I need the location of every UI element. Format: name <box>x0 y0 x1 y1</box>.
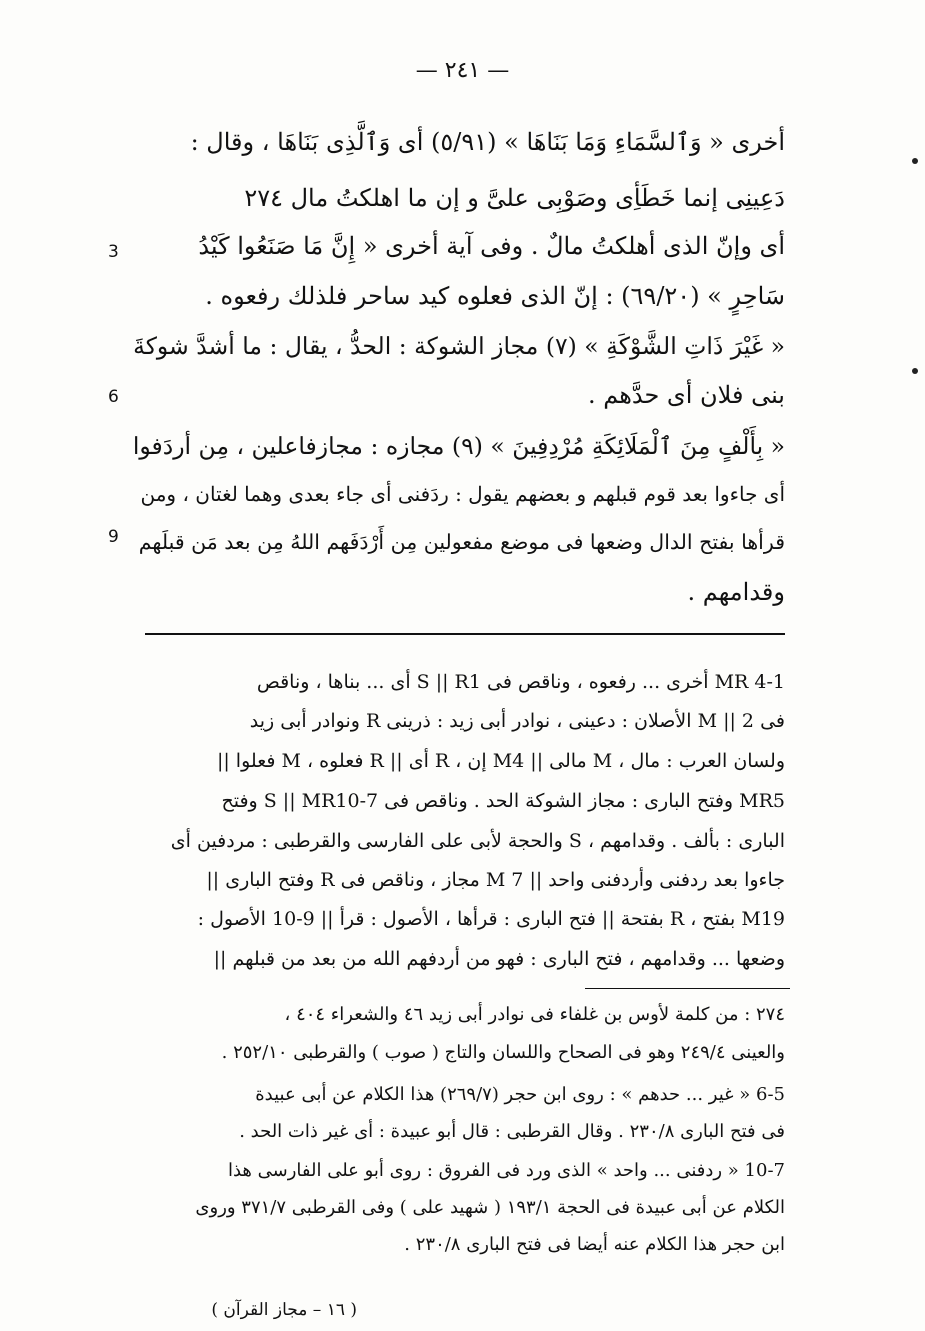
page-footer: ( ١٦ – مجاز القرآن ) <box>211 1300 357 1320</box>
verse-line: دَعِينِى إنما خَطَأِى وصَوْبِى علىَّ و إن ما اهلكتُ مال ٢٧٤ <box>244 184 785 212</box>
apparatus-line: M19 بفتح ، R بفتحة || فتح البارى : قرأها ، الأصول : قرأ || 9-10 الأصول : <box>197 908 785 930</box>
apparatus-line: MR5 وفتح البارى : مجاز الشوكة الحد . وناقص فى S || MR10-7 وفتح <box>221 790 785 812</box>
note-line: فى فتح البارى ٢٣٠/٨ . وقال القرطبى : قال أبو عبيدة : أى غير ذات الحد . <box>239 1121 785 1142</box>
apparatus-line: ولسان العرب : مال ، M مالى || M4 إن ، R أى || R فعلوه ، M فعلوا || <box>216 750 785 772</box>
line-number: 6 <box>108 387 119 407</box>
scan-dot-mark <box>912 368 918 374</box>
apparatus-line: MR 4-1 أخرى ... رفعوه ، وناقص فى S || R1 أى ... بناها ، وناقص <box>256 671 785 693</box>
apparatus-line: وضعها ... وقدامهم ، فتح البارى : فهو من أردفهم الله من بعد من قبلهم || <box>213 948 785 970</box>
apparatus-line: فى M || 2 الأصلان : دعينى ، نوادر أبى زيد : ذرينى R ونوادر أبى زيد <box>249 710 785 732</box>
scan-dot-mark <box>912 158 918 164</box>
apparatus-line: جاءوا بعد ردفنى وأردفنى واحد || M 7 مجاز ، وناقص فى R وفتح البارى || <box>206 869 785 891</box>
apparatus-line: البارى : بألف . وقدامهم ، S والحجة لأبى على الفارسى والقرطبى : مردفين أى <box>170 830 785 852</box>
notes-separator-rule <box>585 988 790 989</box>
separator-rule <box>145 633 785 635</box>
note-line: والعينى ٢٤٩/٤ وهو فى الصحاح واللسان والتاج ( صوب ) والقرطبى ٢٥٢/١٠ . <box>221 1042 785 1063</box>
main-text-line-8: أى جاءوا بعد قوم قبلهم و بعضهم يقول : ردَفنى أى جاء بعدى وهما لغتان ، ومن <box>140 482 785 506</box>
main-text-line-10: وقدامهم . <box>687 578 785 606</box>
page-number: — ٢٤١ — <box>415 58 510 83</box>
note-line: ٢٧٤ : من كلمة لأوس بن غلفاء فى نوادر أبى زيد ٤٦ والشعراء ٤٠٤ ، <box>284 1004 785 1025</box>
note-line: ابن حجر هذا الكلام عنه أيضا فى فتح البارى ٢٣٠/٨ . <box>404 1234 785 1255</box>
main-text-line-4: سَاحِرٍ » (٦٩/٢٠) : إنّ الذى فعلوه كيد ساحر فلذلك رفعوه . <box>205 282 785 310</box>
note-line: الكلام عن أبى عبيدة فى الحجة ١٩٣/١ ( شهيد على ) وفى القرطبى ٣٧١/٧ وروى <box>195 1197 785 1218</box>
main-text-line-7: « بِأَلْفٍ مِنَ ٱلْمَلَائِكَةِ مُرْدِفِينَ » (٩) مجازه : مجازفاعلين ، مِن أردَفوا <box>132 432 785 460</box>
line-number: 9 <box>108 527 119 547</box>
main-text-line-5: « غَيْرَ ذَاتِ الشَّوْكَةِ » (٧) مجاز الشوكة : الحدُّ ، يقال : ما أشدَّ شوكةَ <box>133 332 785 360</box>
main-text-line-9: قرأها بفتح الدال وضعها فى موضع مفعولين مِن أَرْدَفَهم اللهُ مِن بعد مَن قبلَهم <box>138 530 785 554</box>
line-number: 3 <box>108 242 119 262</box>
main-text-line-1: أخرى « وَٱلسَّمَاءِ وَمَا بَنَاهَا » (٥/٩١) أى وَٱلَّذِى بَنَاهَا ، وقال : <box>190 128 785 156</box>
note-line: 6-5 « غير ... حدهم » : روى ابن حجر (٢٦٩/٧) هذا الكلام عن أبى عبيدة <box>255 1084 785 1105</box>
main-text-line-3: أى وإنّ الذى أهلكتُ مالٌ . وفى آية أخرى « إِنَّ مَا صَنَعُوا كَيْدُ <box>198 232 785 260</box>
main-text-line-6: بنى فلان أى حدَّهم . <box>587 381 785 409</box>
note-line: 10-7 « ردفنى ... واحد » الذى ورد فى الفروق : روى أبو على الفارسى هذا <box>227 1160 785 1181</box>
